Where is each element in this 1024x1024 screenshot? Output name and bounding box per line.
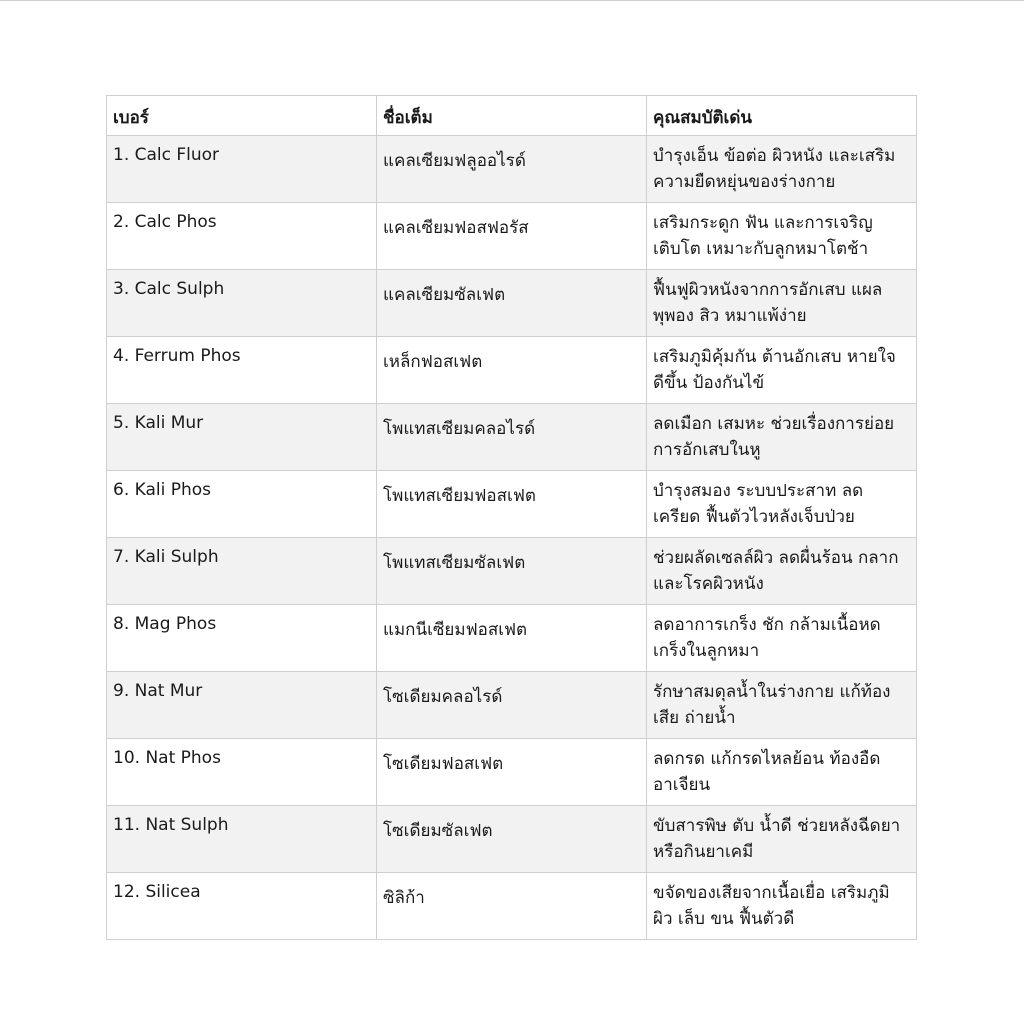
- cell-full-name: โพแทสเซียมฟอสเฟต: [377, 471, 647, 538]
- table-row: [107, 270, 917, 337]
- cell-properties: ลดกรด แก้กรดไหลย้อน ท้องอืด อาเจียน: [647, 739, 917, 806]
- cell-properties: บำรุงสมอง ระบบประสาท ลด เครียด ฟื้นตัวไวหลังเจ็บป่วย: [647, 471, 917, 538]
- cell-properties: ฟื้นฟูผิวหนังจากการอักเสบ แผล พุพอง สิว หมาแพ้ง่าย: [647, 270, 917, 337]
- table-row: [107, 873, 917, 940]
- cell-number: 12. Silicea: [107, 873, 377, 940]
- cell-number: 10. Nat Phos: [107, 739, 377, 806]
- cell-number: 7. Kali Sulph: [107, 538, 377, 605]
- table-row: [107, 806, 917, 873]
- cell-full-name: โซเดียมซัลเฟต: [377, 806, 647, 873]
- table-row: [107, 605, 917, 672]
- cell-number: 1. Calc Fluor: [107, 136, 377, 203]
- table-body: [107, 136, 917, 940]
- table-row: [107, 672, 917, 739]
- cell-properties: ลดเมือก เสมหะ ช่วยเรื่องการย่อย การอักเสบในหู: [647, 404, 917, 471]
- header-number: เบอร์: [107, 96, 377, 136]
- cell-number: 4. Ferrum Phos: [107, 337, 377, 404]
- cell-full-name: โพแทสเซียมซัลเฟต: [377, 538, 647, 605]
- cell-full-name: โซเดียมคลอไรด์: [377, 672, 647, 739]
- cell-number: 6. Kali Phos: [107, 471, 377, 538]
- cell-full-name: แคลเซียมฟลูออไรด์: [377, 136, 647, 203]
- remedy-table-container: [106, 95, 916, 940]
- table-row: [107, 337, 917, 404]
- table-row: [107, 136, 917, 203]
- cell-full-name: แคลเซียมฟอสฟอรัส: [377, 203, 647, 270]
- cell-full-name: ซิลิก้า: [377, 873, 647, 940]
- cell-properties: ช่วยผลัดเซลล์ผิว ลดผื่นร้อน กลาก และโรคผิวหนัง: [647, 538, 917, 605]
- cell-properties: เสริมกระดูก ฟัน และการเจริญ เติบโต เหมาะกับลูกหมาโตช้า: [647, 203, 917, 270]
- cell-full-name: โซเดียมฟอสเฟต: [377, 739, 647, 806]
- cell-full-name: เหล็กฟอสเฟต: [377, 337, 647, 404]
- header-row: [107, 96, 917, 136]
- cell-full-name: แมกนีเซียมฟอสเฟต: [377, 605, 647, 672]
- cell-number: 11. Nat Sulph: [107, 806, 377, 873]
- header-full-name: ชื่อเต็ม: [377, 96, 647, 136]
- cell-properties: บำรุงเอ็น ข้อต่อ ผิวหนัง และเสริม ความยืดหยุ่นของร่างกาย: [647, 136, 917, 203]
- cell-properties: ขจัดของเสียจากเนื้อเยื่อ เสริมภูมิ ผิว เล็บ ขน ฟื้นตัวดี: [647, 873, 917, 940]
- cell-full-name: แคลเซียมซัลเฟต: [377, 270, 647, 337]
- top-divider: [0, 0, 1024, 1]
- cell-number: 5. Kali Mur: [107, 404, 377, 471]
- cell-full-name: โพแทสเซียมคลอไรด์: [377, 404, 647, 471]
- table-header: [107, 96, 917, 136]
- cell-number: 3. Calc Sulph: [107, 270, 377, 337]
- cell-properties: ขับสารพิษ ตับ น้ำดี ช่วยหลังฉีดยา หรือกินยาเคมี: [647, 806, 917, 873]
- table-row: [107, 538, 917, 605]
- table-row: [107, 404, 917, 471]
- table-row: [107, 203, 917, 270]
- cell-number: 9. Nat Mur: [107, 672, 377, 739]
- cell-properties: ลดอาการเกร็ง ชัก กล้ามเนื้อหด เกร็งในลูกหมา: [647, 605, 917, 672]
- table-row: [107, 471, 917, 538]
- cell-properties: เสริมภูมิคุ้มกัน ต้านอักเสบ หายใจ ดีขึ้น ป้องกันไข้: [647, 337, 917, 404]
- remedy-table: [106, 95, 917, 940]
- cell-number: 2. Calc Phos: [107, 203, 377, 270]
- cell-properties: รักษาสมดุลน้ำในร่างกาย แก้ท้อง เสีย ถ่ายน้ำ: [647, 672, 917, 739]
- header-properties: คุณสมบัติเด่น: [647, 96, 917, 136]
- cell-number: 8. Mag Phos: [107, 605, 377, 672]
- table-row: [107, 739, 917, 806]
